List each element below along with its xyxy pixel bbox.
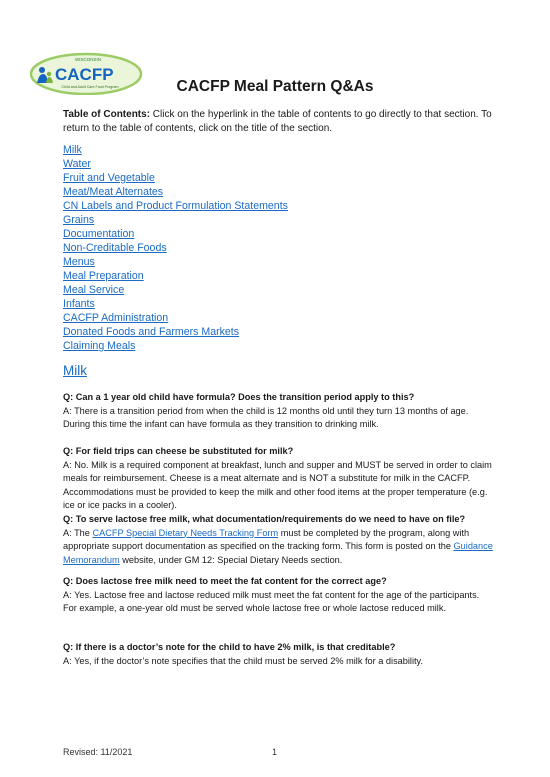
answer: A: No. Milk is a required component at breakfast, lunch and supper and MUST be served in order to claim meals for reimbursement. Cheese is a meat alternate and is NOT a substitute for milk in the CACFP. Accommodations must be provided to keep the milk and other food items at the proper temperature (e.g. ice or ice packs in a cooler). <box>63 459 492 511</box>
answer: A: There is a transition period from when the child is 12 months old until they turn 13 months of age. During this time the infant can have formula as they transition to drinking milk. <box>63 405 469 430</box>
table-of-contents <box>63 143 288 353</box>
qa-item <box>63 575 493 616</box>
question: Q: Does lactose free milk need to meet the fat content for the correct age? <box>63 576 387 586</box>
toc-instructions: Click on the hyperlink in the table of contents to go directly to that section. To return to the table of contents, click on the title of the section. <box>63 109 492 134</box>
question: Q: To serve lactose free milk, what documentation/requirements do we need to have on file? <box>63 514 466 524</box>
revised-date: Revised: 11/2021 <box>63 747 133 757</box>
toc-link-donated-foods[interactable]: Donated Foods and Farmers Markets <box>63 326 240 338</box>
answer: A: Yes, if the doctor’s note specifies that the child must be served 2% milk for a disability. <box>63 655 424 666</box>
guidance-memorandum-link[interactable]: Guidance Memorandum <box>63 541 493 565</box>
question: Q: Can a 1 year old child have formula? Does the transition period apply to this? <box>63 392 415 402</box>
cacfp-logo <box>30 52 143 95</box>
question: Q: For field trips can cheese be substituted for milk? <box>63 446 294 456</box>
toc-link-documentation[interactable]: Documentation <box>63 228 135 240</box>
toc-intro <box>63 108 493 136</box>
toc-link-milk[interactable]: Milk <box>63 144 82 156</box>
qa-item <box>63 641 493 668</box>
section-title-milk[interactable]: Milk <box>63 363 87 378</box>
toc-link-fruit-vegetable[interactable]: Fruit and Vegetable <box>63 172 155 184</box>
question: Q: If there is a doctor’s note for the child to have 2% milk, is that creditable? <box>63 642 396 652</box>
toc-link-meal-preparation[interactable]: Meal Preparation <box>63 270 144 282</box>
page-number: 1 <box>272 747 278 757</box>
toc-label: Table of Contents: <box>63 109 151 120</box>
toc-link-cacfp-administration[interactable]: CACFP Administration <box>63 312 169 324</box>
toc-link-water[interactable]: Water <box>63 158 91 170</box>
qa-item <box>63 513 493 567</box>
answer: A: Yes. Lactose free and lactose reduced milk must meet the fat content for the age of the participants. For example, a one-year old must be served whole lactose free or whole lactose reduced milk. <box>63 589 480 614</box>
document-title: CACFP Meal Pattern Q&As <box>176 78 374 95</box>
toc-link-grains[interactable]: Grains <box>63 214 95 226</box>
toc-link-infants[interactable]: Infants <box>63 298 95 310</box>
toc-link-claiming-meals[interactable]: Claiming Meals <box>63 340 136 352</box>
toc-link-meal-service[interactable]: Meal Service <box>63 284 125 296</box>
logo-top-text: WISCONSIN <box>74 57 102 62</box>
qa-item <box>63 445 493 513</box>
tracking-form-link[interactable]: CACFP Special Dietary Needs Tracking Form <box>92 527 279 538</box>
toc-link-menus[interactable]: Menus <box>63 256 95 268</box>
logo-tagline: Child and Adult Care Food Program <box>61 85 119 89</box>
answer: A: The CACFP Special Dietary Needs Tracking Form must be completed by the program, along with appropriate support documentation as specified on the tracking form. This form is posted on the Guidance Memorandum website, under GM 12: Special Dietary Needs section. <box>63 527 493 565</box>
qa-item <box>63 391 493 432</box>
toc-link-meat-alternates[interactable]: Meat/Meat Alternates <box>63 186 164 198</box>
toc-link-cn-labels[interactable]: CN Labels and Product Formulation Statements <box>63 200 288 212</box>
logo-brand: CACFP <box>55 65 114 84</box>
toc-link-non-creditable[interactable]: Non-Creditable Foods <box>63 242 167 254</box>
